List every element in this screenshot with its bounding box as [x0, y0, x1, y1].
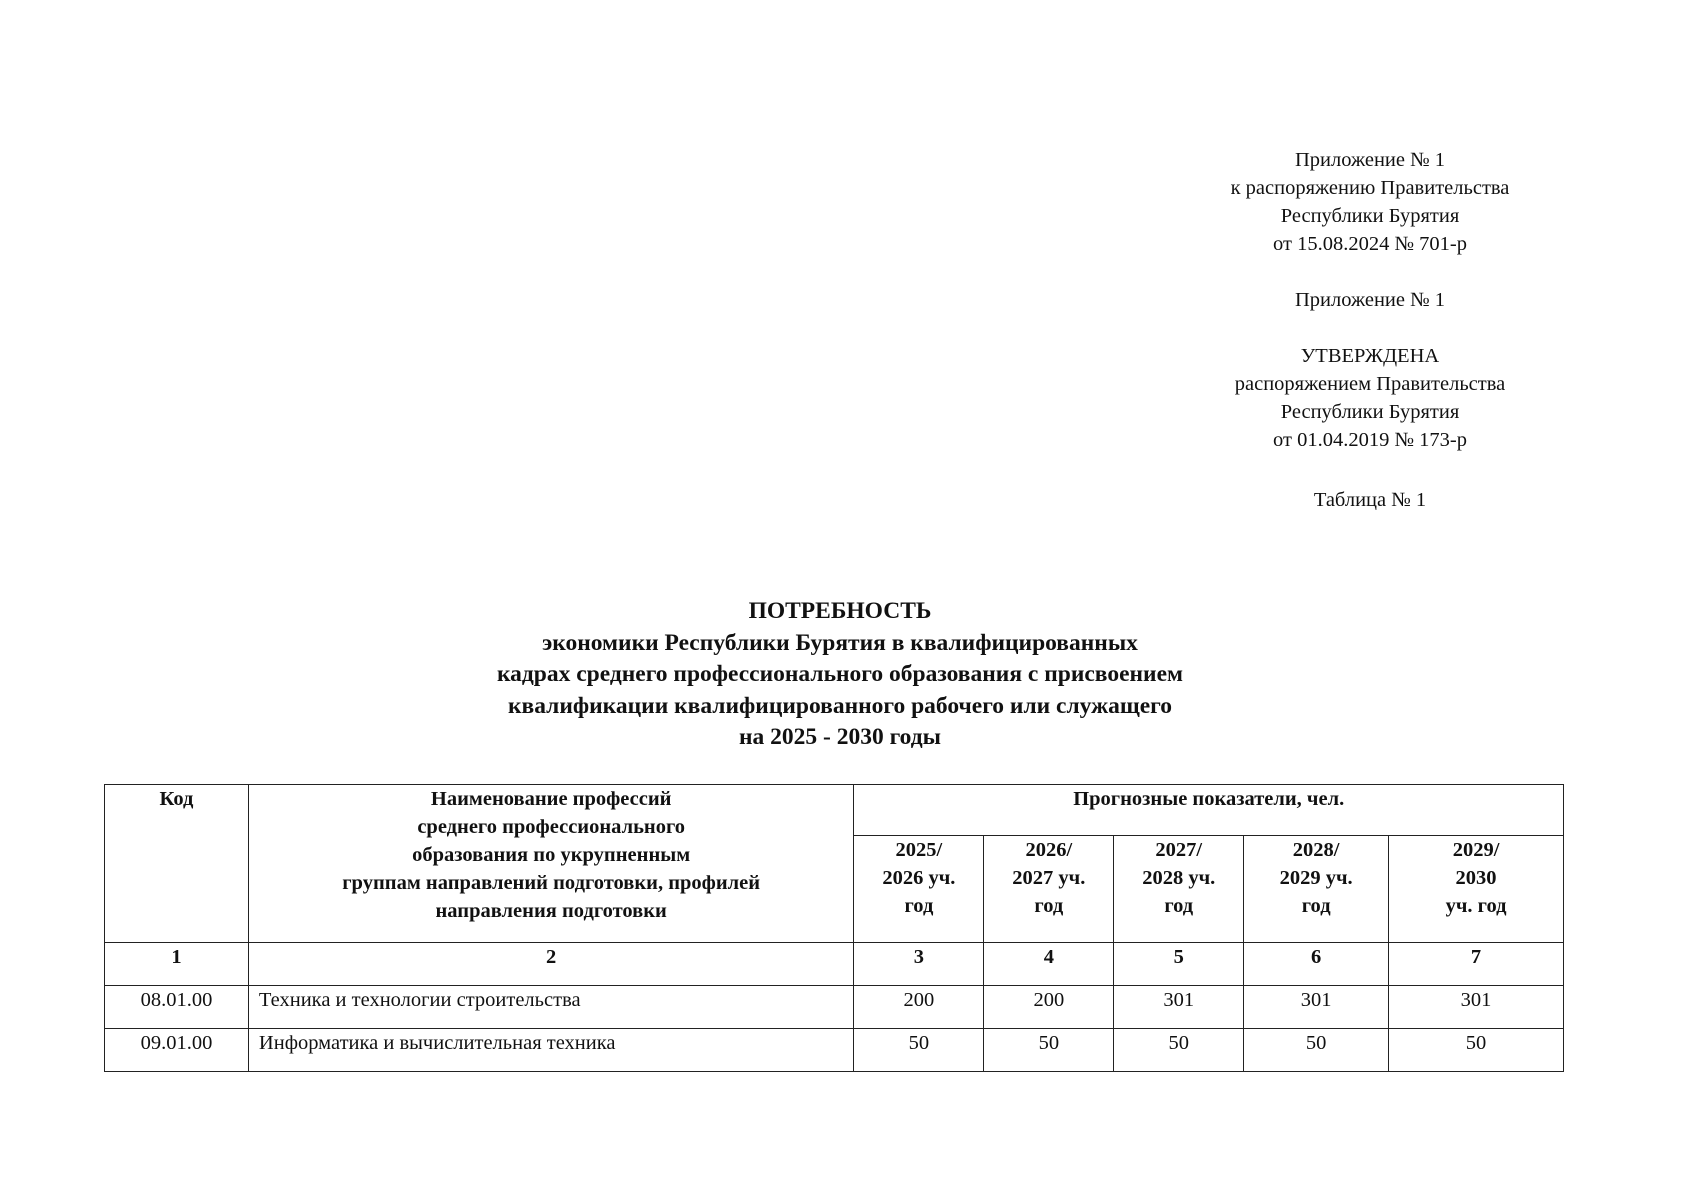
attachment-line: от 15.08.2024 № 701-р — [1273, 233, 1467, 255]
row-code: 09.01.00 — [105, 1029, 249, 1072]
column-number: 3 — [854, 943, 984, 986]
header-year: 2029/ 2030 уч. год — [1389, 836, 1564, 943]
attachment-label: Приложение № 1 — [1294, 289, 1446, 311]
approved-line: от 01.04.2019 № 173-р — [1273, 429, 1467, 451]
row-value: 50 — [984, 1029, 1114, 1072]
attachment-line: Приложение № 1 — [1294, 149, 1446, 171]
header-year: 2027/ 2028 уч. год — [1114, 836, 1244, 943]
table-number: Таблица № 1 — [1313, 489, 1427, 511]
row-value: 301 — [1114, 986, 1244, 1029]
attachment-line: Республики Бурятия — [1280, 205, 1460, 227]
header-year: 2025/ 2026 уч. год — [854, 836, 984, 943]
header-forecast: Прогнозные показатели, чел. — [854, 785, 1564, 836]
row-value: 301 — [1244, 986, 1389, 1029]
approved-line: УТВЕРЖДЕНА — [1300, 345, 1440, 367]
row-code: 08.01.00 — [105, 986, 249, 1029]
attachment-line: к распоряжению Правительства — [1230, 177, 1510, 199]
header-code: Код — [105, 785, 249, 943]
title-line: ПОТРЕБНОСТЬ — [748, 598, 932, 624]
column-number: 2 — [248, 943, 854, 986]
title-line: кадрах среднего профессионального образования с присвоением — [496, 661, 1184, 687]
header-year: 2028/ 2029 уч. год — [1244, 836, 1389, 943]
column-number: 7 — [1389, 943, 1564, 986]
column-number: 1 — [105, 943, 249, 986]
row-value: 50 — [1114, 1029, 1244, 1072]
row-value: 50 — [854, 1029, 984, 1072]
header-year: 2026/ 2027 уч. год — [984, 836, 1114, 943]
approved-line: Республики Бурятия — [1280, 401, 1460, 423]
row-value: 200 — [984, 986, 1114, 1029]
row-name: Техника и технологии строительства — [248, 986, 854, 1029]
row-value: 50 — [1244, 1029, 1389, 1072]
title-line: на 2025 - 2030 годы — [738, 724, 941, 750]
demand-table — [104, 784, 1564, 1072]
title-line: экономики Республики Бурятия в квалифицированных — [542, 629, 1138, 656]
row-name: Информатика и вычислительная техника — [248, 1029, 854, 1072]
column-number: 6 — [1244, 943, 1389, 986]
attachment-block — [1160, 146, 1580, 514]
approved-line: распоряжением Правительства — [1234, 373, 1506, 395]
header-name: Наименование профессий среднего профессионального образования по укрупненным группам направлений подготовки, профилей направления подготовки — [248, 785, 854, 943]
column-number: 4 — [984, 943, 1114, 986]
title-line: квалификации квалифицированного рабочего или служащего — [507, 692, 1173, 719]
table-row — [105, 986, 1564, 1029]
row-value: 301 — [1389, 986, 1564, 1029]
table-row — [105, 1029, 1564, 1072]
document-title — [104, 596, 1576, 754]
row-value: 50 — [1389, 1029, 1564, 1072]
row-value: 200 — [854, 986, 984, 1029]
column-number: 5 — [1114, 943, 1244, 986]
